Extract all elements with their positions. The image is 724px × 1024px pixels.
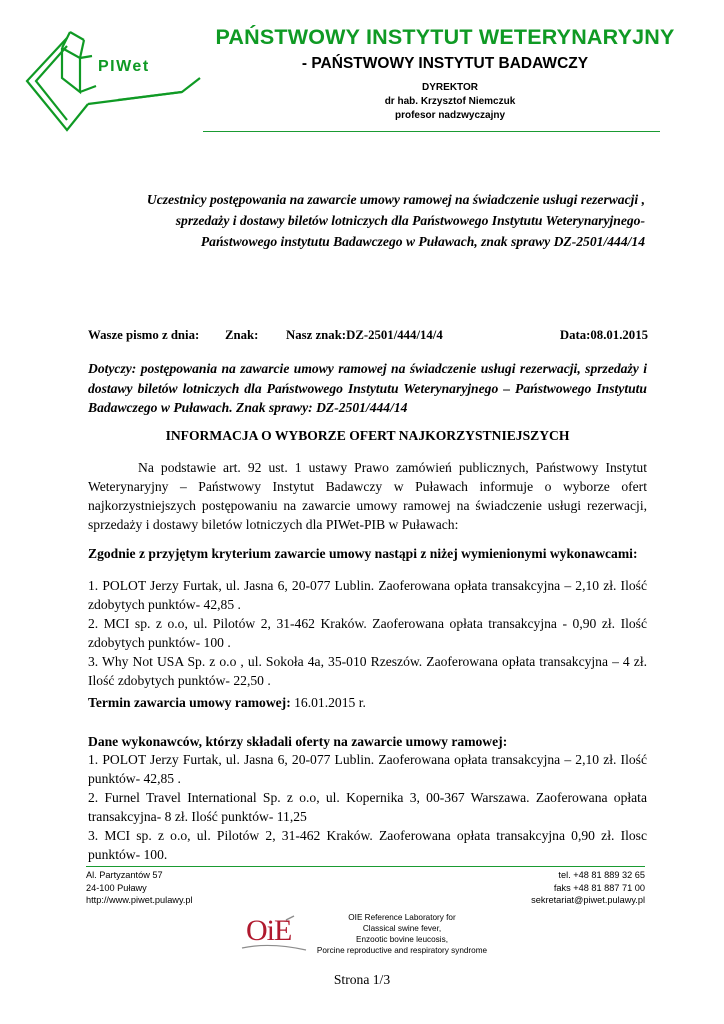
- list-item: 1. POLOT Jerzy Furtak, ul. Jasna 6, 20-077 Lublin. Zaoferowana opłata transakcyjna – 2,10 zł. Ilość punktów- 42,85 .: [88, 752, 647, 786]
- bidders-list: [88, 750, 647, 864]
- email-link[interactable]: sekretariat@piwet.pulawy.pl: [531, 895, 645, 905]
- oie-reference-lab: [307, 912, 497, 956]
- term-value: 16.01.2015 r.: [290, 695, 366, 710]
- footer-address: [86, 869, 336, 907]
- footer-divider: [86, 866, 645, 867]
- oie-line: Porcine reproductive and respiratory syndrome: [316, 946, 488, 955]
- contract-term: [88, 695, 647, 711]
- bidders-heading: Dane wykonawców, którzy składali oferty na zawarcie umowy ramowej:: [88, 734, 508, 749]
- recipients-line: sprzedaży i dostawy biletów lotniczych dla Państwowego Instytutu Weterynaryjnego-: [175, 213, 645, 228]
- subject: Dotyczy: postępowania na zawarcie umowy ramowej na świadczenie usługi rezerwacji, sprzedaży i dostawy biletów lotniczych dla Państwowego Instytutu Weterynaryjnego – Państwowego Instytutu Badawczego w Puławach. Znak sprawy: DZ-2501/444/14: [88, 361, 647, 415]
- list-item: 2. Furnel Travel International Sp. z o.o, ul. Kopernika 3, 00-367 Warszawa. Zaoferowana opłata transakcyjna- 8 zł. Ilość punktów- 11,25: [88, 790, 647, 824]
- document-date: Data:08.01.2015: [559, 328, 648, 342]
- recipients-block: [90, 189, 645, 252]
- winners-list: [88, 576, 647, 690]
- institute-subtitle: - PAŃSTWOWY INSTYTUT BADAWCZY: [301, 55, 589, 72]
- reference-line: [88, 328, 648, 344]
- list-item: 1. POLOT Jerzy Furtak, ul. Jasna 6, 20-077 Lublin. Zaoferowana opłata transakcyjna – 2,10 zł. Ilość zdobytych punktów- 42,85 .: [88, 578, 647, 612]
- list-item: 3. Why Not USA Sp. z o.o , ul. Sokoła 4a, 35-010 Rzeszów. Zaoferowana opłata transakcyjna – 4 zł. Ilość zdobytych punktów- 22,50 .: [88, 654, 647, 688]
- institute-title: PAŃSTWOWY INSTYTUT WETERYNARYJNY: [215, 25, 675, 49]
- website-link[interactable]: http://www.piwet.pulawy.pl: [86, 895, 193, 905]
- oie-line: OIE Reference Laboratory for: [348, 913, 456, 922]
- oie-logo-text: OiE: [246, 914, 292, 947]
- director-title: profesor nadzwyczajny: [394, 110, 506, 121]
- our-reference: Nasz znak:DZ-2501/444/14/4: [286, 328, 443, 342]
- recipients-line: Państwowego instytutu Badawczego w Puławach, znak sprawy DZ-2501/444/14: [200, 234, 645, 249]
- page-number: Strona 1/3: [333, 972, 391, 987]
- director-name: dr hab. Krzysztof Niemczuk: [384, 96, 516, 107]
- piwet-logo: [22, 26, 202, 134]
- winners-heading: Zgodnie z przyjętym kryterium zawarcie umowy nastąpi z niżej wymienionymi wykonawcami:: [88, 546, 638, 561]
- your-letter-date: Wasze pismo z dnia:: [88, 328, 200, 342]
- phone-number: tel. +48 81 889 32 65: [558, 870, 645, 880]
- director-role: DYREKTOR: [422, 82, 478, 93]
- your-reference: Znak:: [225, 328, 259, 342]
- header-divider: [203, 131, 660, 132]
- footer-contact: [395, 869, 645, 907]
- intro-paragraph: Na podstawie art. 92 ust. 1 ustawy Prawo zamówień publicznych, Państwowy Instytut Weterynaryjny – Państwowy Instytut Badawczy w Puławach informuje o wyborze ofert najkorzystniejszych postępowaniu na zawarcie umowy ramowej na świadczenie usługi rezerwacji, sprzedaży i dostawy biletów lotniczych dla PIWet-PIB w Puławach:: [88, 460, 647, 532]
- oie-logo: [240, 912, 308, 956]
- fax-number: faks +48 81 887 71 00: [553, 882, 645, 893]
- logo-text: PIWet: [98, 58, 150, 75]
- document-heading: INFORMACJA O WYBORZE OFERT NAJKORZYSTNIEJSZYCH: [165, 428, 570, 443]
- list-item: 2. MCI sp. z o.o, ul. Pilotów 2, 31-462 Kraków. Zaoferowana opłata transakcyjna - 0,90 zł. Ilość zdobytych punktów- 100 .: [88, 616, 647, 650]
- oie-line: Classical swine fever,: [362, 924, 442, 933]
- address-city: 24-100 Puławy: [86, 882, 147, 893]
- term-label: Termin zawarcia umowy ramowej:: [88, 695, 291, 710]
- recipients-line: Uczestnicy postępowania na zawarcie umowy ramowej na świadczenie usługi rezerwacji ,: [146, 192, 645, 207]
- list-item: 3. MCI sp. z o.o, ul. Pilotów 2, 31-462 Kraków. Zaoferowana opłata transakcyjna 0,90 zł. Ilosc punktów- 100.: [88, 828, 647, 862]
- address-street: Al. Partyzantów 57: [86, 870, 163, 880]
- oie-line: Enzootic bovine leucosis,: [356, 935, 448, 944]
